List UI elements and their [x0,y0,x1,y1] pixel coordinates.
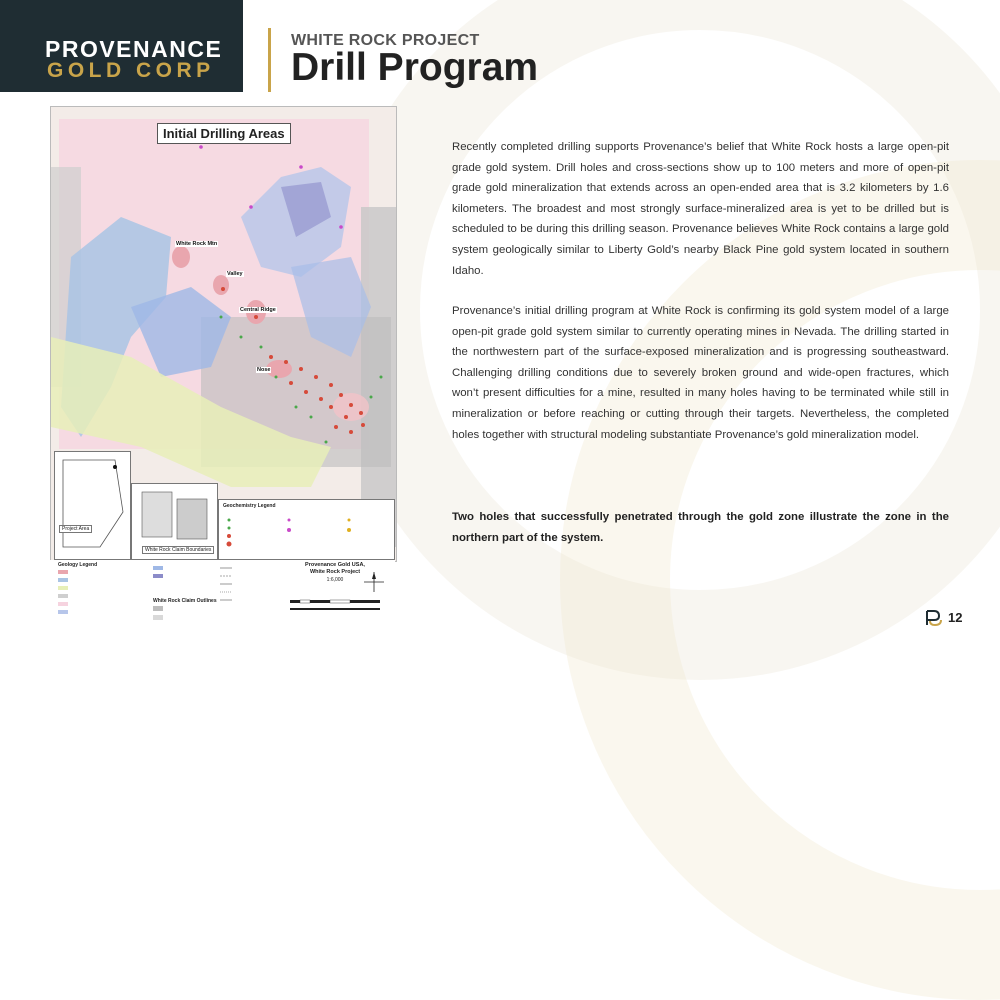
state-outline-graphic [55,452,130,559]
page-number-badge [918,603,978,633]
provenance-mark-icon [924,609,944,627]
geology-legend-heading: Geology Legend [58,562,98,568]
page-number: 12 [948,610,963,625]
project-area-label: Project Area [59,525,92,533]
geochem-legend-box [218,499,395,560]
page-subtitle: WHITE ROCK PROJECT [291,32,480,49]
map-scale-label: 1:6,000 [326,577,344,583]
claim-boundaries-label: White Rock Claim Boundaries [142,546,214,554]
map-company-caption: Provenance Gold USA, [305,562,365,568]
company-logo [0,0,243,92]
body-paragraph-2: Provenance’s initial drilling program at White Rock is confirming its gold system model of a large open-pit grade gold system similar to currently operating mines in Nevada. The drilling started in the northwestern part of the surface-exposed mineralization and is progressing southeastward. Challenging drilling conditions due to severely broken ground and wide-open fractures, which won’t present difficulties for a mine, resulted in many holes having to be terminated while still in mineralization or before reaching or cutting through their targets. Nevertheless, the completed holes together with structural modeling substantiate Provenance’s gold mineralization model. [452,305,949,441]
map-legend [50,560,395,630]
claim-boundaries-inset [131,483,218,560]
area-label-central-ridge: Central Ridge [240,307,276,313]
geochem-legend-heading: Geochemistry Legend [223,503,276,509]
title-divider [268,28,271,92]
body-paragraph-3: Two holes that successfully penetrated through the gold zone illustrate the zone in the northern part of the system. [452,511,949,544]
logo-text-provenance: PROVENANCE [45,36,223,62]
geology-map [50,106,397,562]
project-area-inset [54,451,131,560]
map-project-caption: White Rock Project [309,569,361,575]
page-title: Drill Program [291,46,539,89]
area-label-white-rock-mtn: White Rock Mtn [176,241,218,247]
area-label-nose: Nose [257,367,271,373]
claim-legend-heading: White Rock Claim Outlines [153,598,217,604]
map-title: Initial Drilling Areas [157,123,291,144]
body-paragraph-1: Recently completed drilling supports Provenance’s belief that White Rock hosts a large open-pit grade gold system. Drill holes and cross-sections show up to 100 meters and more of open-pit grade gold mineralization that extends across an open-ended area that is 3.2 kilometers by 1.6 kilometers. The broadest and most strongly surface-mineralized area is yet to be drilled but is scheduled to be during this drilling season. Provenance believes White Rock contains a large gold system geologically similar to Liberty Gold’s nearby Black Pine gold system located in southern Idaho. [452,141,949,277]
logo-text-gold-corp: GOLD CORP [47,59,215,82]
area-label-valley: Valley [227,271,243,277]
